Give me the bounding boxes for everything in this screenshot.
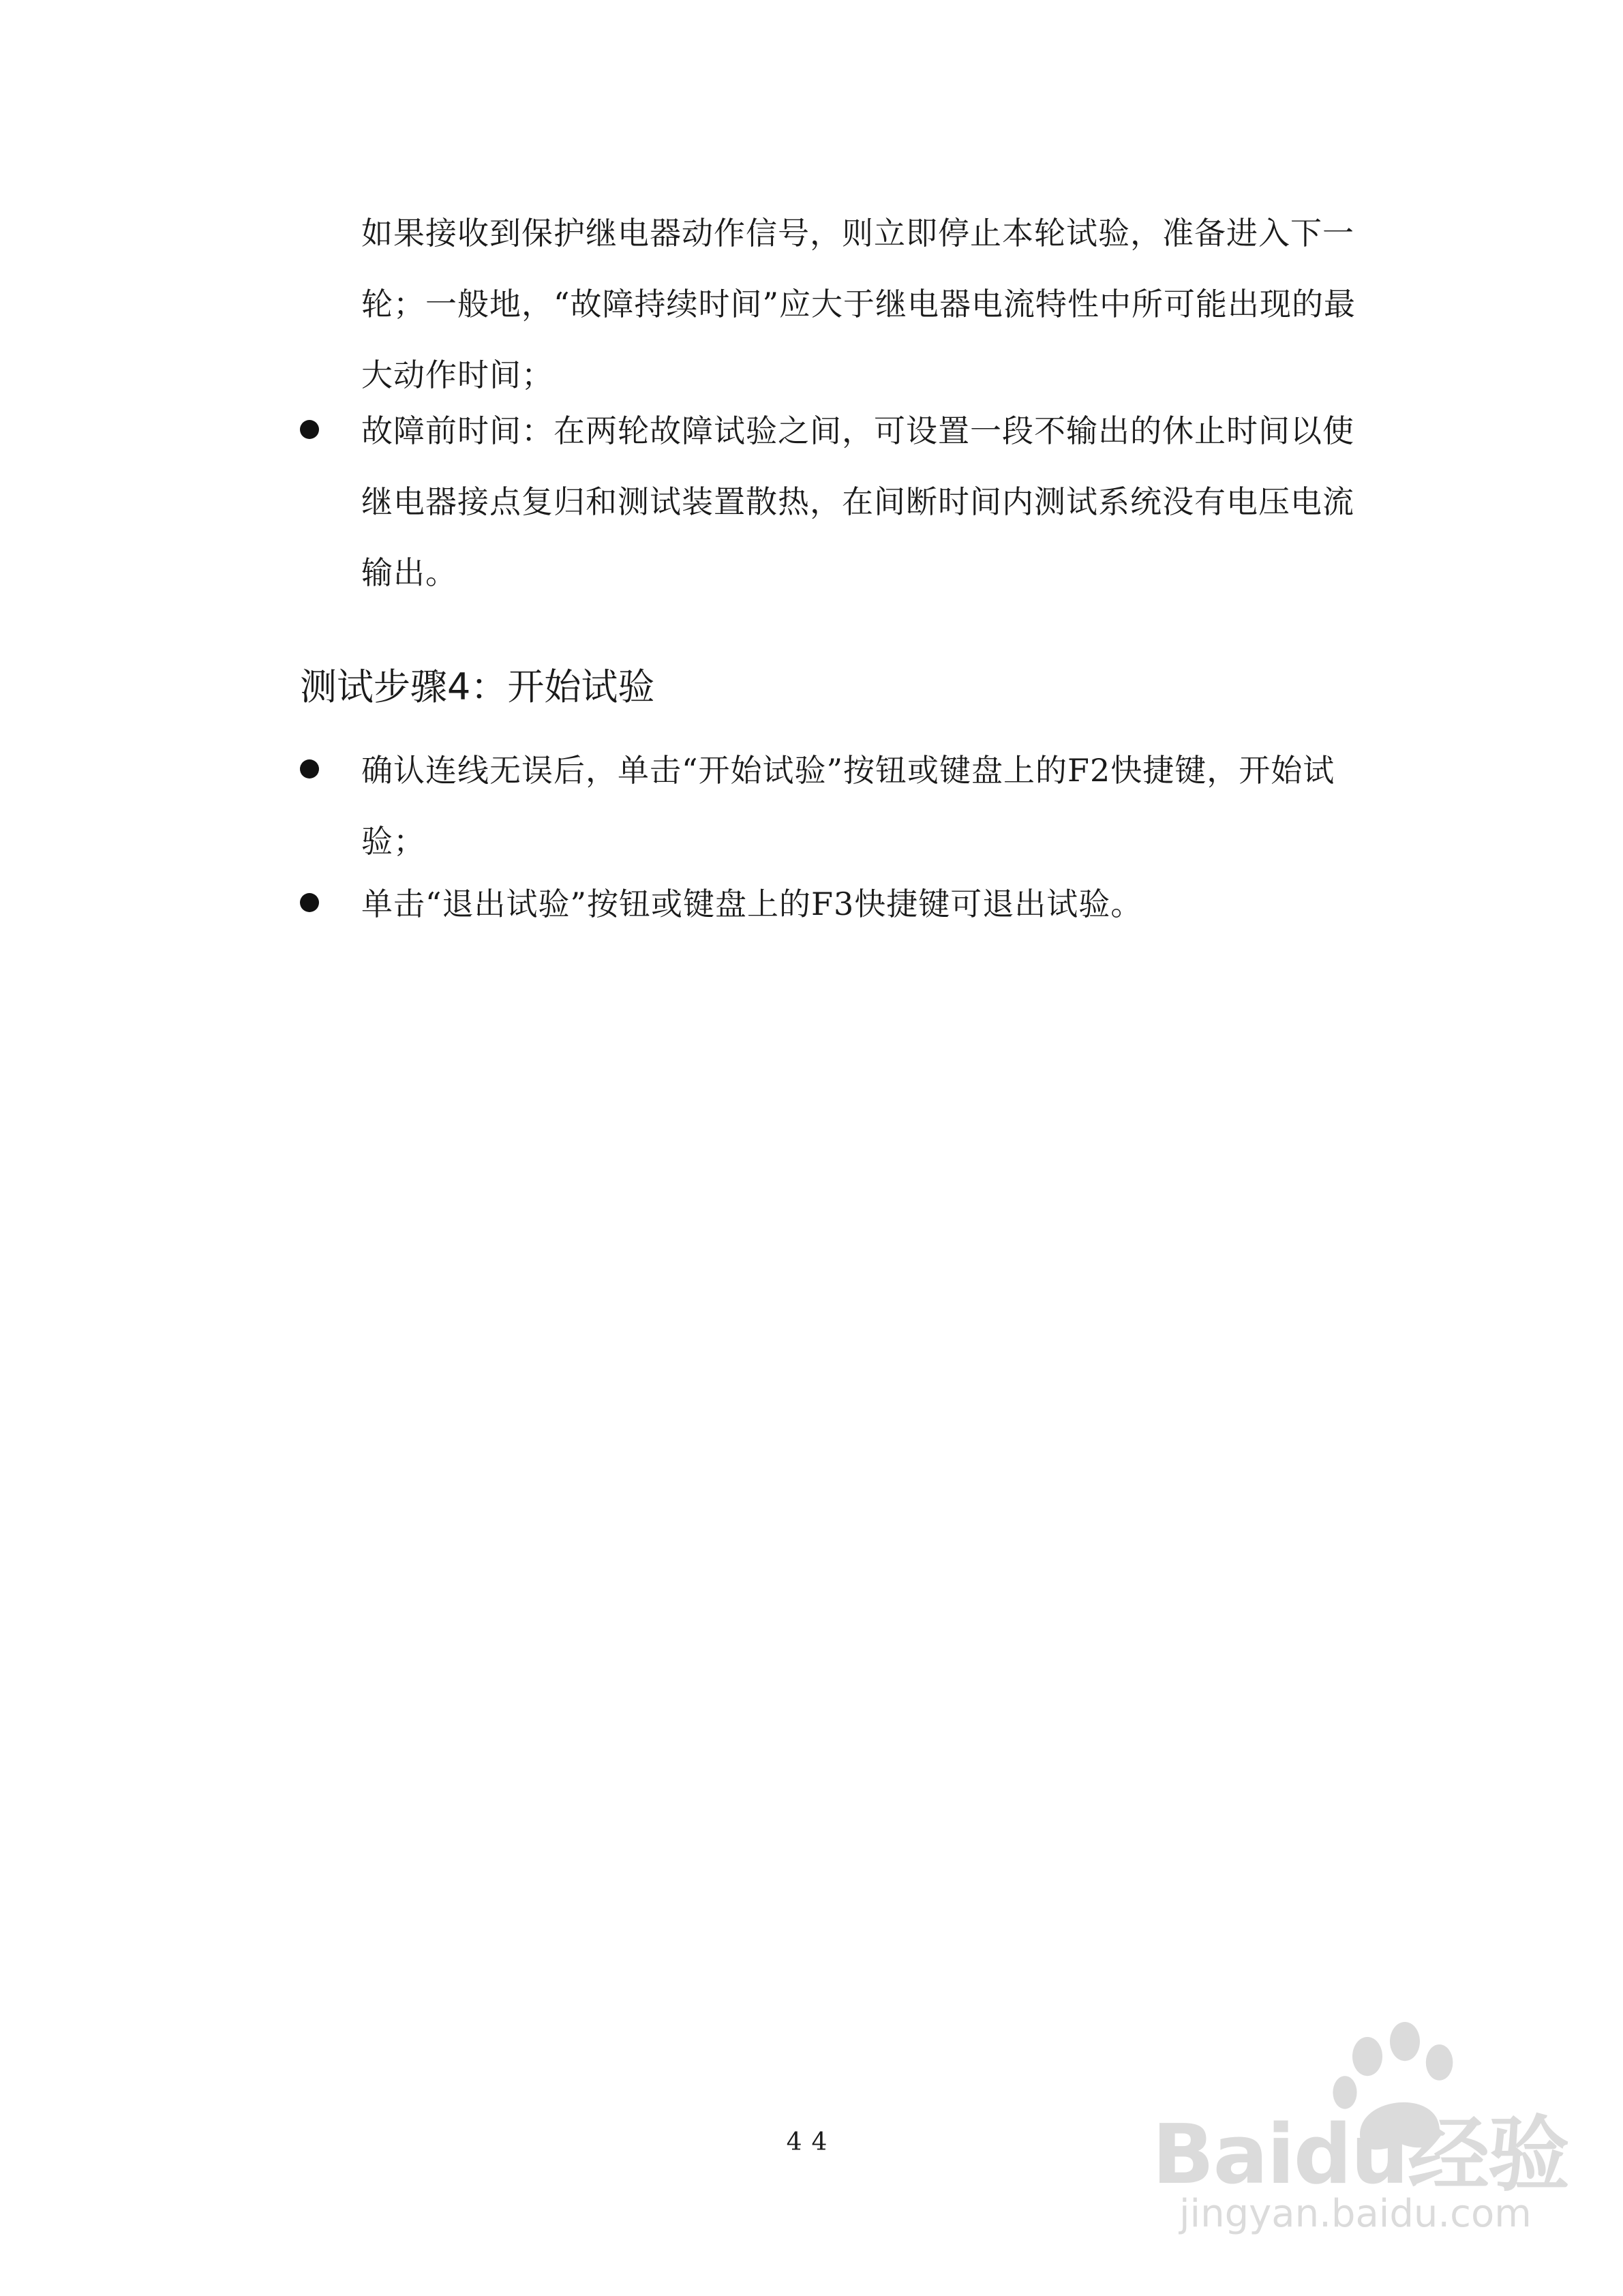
- list-item: [300, 395, 1384, 608]
- list-item-text: 故障前时间：在两轮故障试验之间，可设置一段不输出的休止时间以使继电器接点复归和测试装置散热，在间断时间内测试系统没有电压电流输出。: [361, 412, 1354, 591]
- list-item-text: 确认连线无误后，单击“开始试验”按钮或键盘上的F2快捷键，开始试验；: [361, 752, 1335, 860]
- list-item: [300, 735, 1384, 877]
- bullet-icon: [300, 759, 319, 779]
- bullet-icon: [300, 420, 319, 439]
- section-heading: 测试步骤4：开始试验: [300, 665, 655, 708]
- watermark-brand: Baidu经验: [1152, 2108, 1568, 2203]
- page-number: 44: [786, 2128, 837, 2156]
- baidu-watermark: [1152, 2014, 1588, 2260]
- list-item: [300, 868, 1384, 939]
- list-item-text: 单击“退出试验”按钮或键盘上的F3快捷键可退出试验。: [361, 886, 1143, 922]
- watermark-url: jingyan.baidu.com: [1179, 2192, 1532, 2236]
- intro-paragraph: 如果接收到保护继电器动作信号，则立即停止本轮试验，准备进入下一轮；一般地，“故障持续时间”应大于继电器电流特性中所可能出现的最大动作时间；: [361, 215, 1356, 393]
- bullet-icon: [300, 893, 319, 912]
